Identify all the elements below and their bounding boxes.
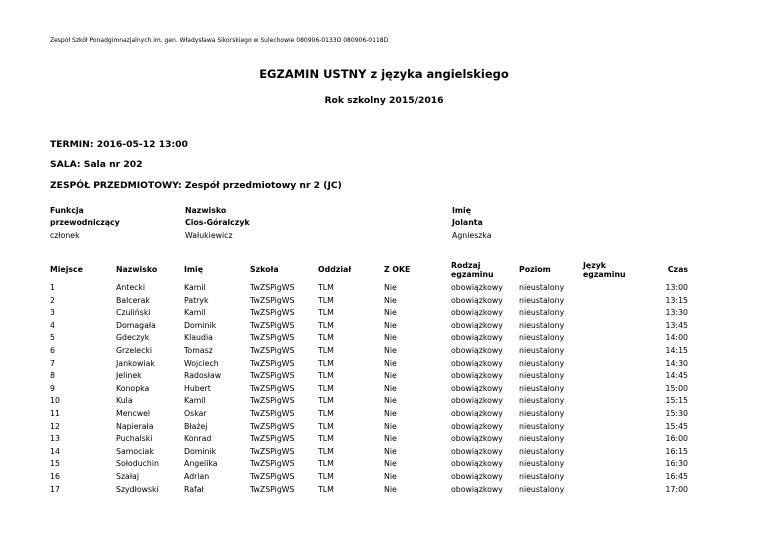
surname-cell: Domagała [116,320,156,330]
place-cell: 3 [50,308,55,318]
table-row [46,383,692,396]
class-cell: TLM [318,333,334,343]
surname-cell: Mencwel [116,408,151,418]
school-cell: TwZSPigWS [250,308,295,318]
place-cell: 12 [50,421,60,431]
school-year: Rok szkolny 2015/2016 [324,95,444,106]
class-cell: TLM [318,484,334,494]
name-cell: Wojciech [184,358,219,368]
subject-team: ZESPÓŁ PRZEDMIOTOWY: Zespół przedmiotowy nr 2 (JC) [50,180,342,191]
name-cell: Oskar [184,408,207,418]
language-cell [579,295,637,308]
place-cell: 11 [50,408,60,418]
column-header: Poziom [519,265,551,274]
name-cell: Kamil [184,396,206,406]
committee-header-surname: Nazwisko [185,206,227,215]
school-cell: TwZSPigWS [250,320,295,330]
oke-cell: Nie [384,383,397,393]
place-cell: 5 [50,333,55,343]
language-cell [579,446,637,459]
column-header: Szkoła [250,265,279,274]
oke-cell: Nie [384,320,397,330]
time-cell: 13:00 [665,283,688,292]
place-cell: 14 [50,446,60,456]
name-cell: Radosław [184,371,222,381]
language-cell [579,307,637,320]
class-cell: TLM [318,396,334,406]
exam-type-cell: obowiązkowy [451,358,503,368]
table-row [46,282,692,295]
committee-member-name: Jolanta [452,218,483,227]
name-cell: Tomasz [184,345,213,355]
column-header: Z OKE [384,265,411,274]
language-cell [579,433,637,446]
table-row [46,421,692,434]
school-cell: TwZSPigWS [250,408,295,418]
level-cell: nieustalony [519,333,565,343]
class-cell: TLM [318,434,334,444]
time-cell: 15:45 [665,421,688,431]
level-cell: nieustalony [519,484,565,494]
committee-member-function: przewodniczący [50,218,120,227]
table-row [46,295,692,308]
column-header: Nazwisko [116,265,158,274]
language-cell [579,408,637,421]
language-cell [579,320,637,333]
exam-type-cell: obowiązkowy [451,459,503,469]
level-cell: nieustalony [519,408,565,418]
table-row [46,332,692,345]
oke-cell: Nie [384,396,397,406]
surname-cell: Napierała [116,421,154,431]
oke-cell: Nie [384,434,397,444]
table-row [46,395,692,408]
column-header: Miejsce [50,265,83,274]
oke-cell: Nie [384,446,397,456]
exam-type-cell: obowiązkowy [451,471,503,481]
exam-type-cell: obowiązkowy [451,484,503,494]
level-cell: nieustalony [519,308,565,318]
school-cell: TwZSPigWS [250,434,295,444]
exam-type-cell: obowiązkowy [451,421,503,431]
level-cell: nieustalony [519,446,565,456]
level-cell: nieustalony [519,283,565,292]
class-cell: TLM [318,295,334,305]
class-cell: TLM [318,345,334,355]
exam-type-cell: obowiązkowy [451,345,503,355]
language-cell [579,395,637,408]
place-cell: 1 [50,283,55,292]
time-cell: 14:30 [665,358,688,368]
class-cell: TLM [318,471,334,481]
time-cell: 16:15 [665,446,688,456]
name-cell: Adrian [184,471,210,481]
table-row [46,345,692,358]
school-cell: TwZSPigWS [250,459,295,469]
time-cell: 14:00 [665,333,688,343]
time-cell: 13:15 [665,295,688,305]
class-cell: TLM [318,320,334,330]
level-cell: nieustalony [519,471,565,481]
level-cell: nieustalony [519,320,565,330]
table-row [46,358,692,371]
name-cell: Klaudia [184,333,213,343]
school-cell: TwZSPigWS [250,421,295,431]
class-cell: TLM [318,358,334,368]
place-cell: 13 [50,434,60,444]
language-cell [579,358,637,371]
table-row [46,433,692,446]
oke-cell: Nie [384,408,397,418]
school-cell: TwZSPigWS [250,283,295,292]
time-cell: 14:45 [665,371,688,381]
level-cell: nieustalony [519,383,565,393]
name-cell: Błażej [184,421,208,431]
table-row [46,471,692,484]
column-header: Język egzaminu [583,260,626,279]
surname-cell: Puchalski [116,434,153,444]
column-header: Imię [184,265,203,274]
surname-cell: Balcerak [116,295,150,305]
surname-cell: Jelinek [116,371,142,381]
oke-cell: Nie [384,358,397,368]
surname-cell: Grzelecki [116,345,153,355]
level-cell: nieustalony [519,459,565,469]
language-cell [579,471,637,484]
committee-header-function: Funkcja [50,206,84,215]
language-cell [579,458,637,471]
school-cell: TwZSPigWS [250,471,295,481]
name-cell: Rafał [184,484,204,494]
language-cell [579,282,637,295]
time-cell: 13:45 [665,320,688,330]
school-cell: TwZSPigWS [250,333,295,343]
exam-type-cell: obowiązkowy [451,295,503,305]
place-cell: 17 [50,484,60,494]
table-row [46,408,692,421]
level-cell: nieustalony [519,295,565,305]
class-cell: TLM [318,308,334,318]
table-header-row [46,257,692,282]
class-cell: TLM [318,421,334,431]
school-header: Zespół Szkół Ponadgimnazjalnych im. gen. Władysława Sikorskiego w Sulechowie 080906-0133O 080906-0118D [50,37,389,44]
committee-header-name: Imię [452,206,471,215]
committee-member-surname: Cios-Góralczyk [185,218,250,227]
oke-cell: Nie [384,283,397,292]
column-header: Czas [667,265,688,274]
name-cell: Dominik [184,446,217,456]
exam-type-cell: obowiązkowy [451,434,503,444]
name-cell: Konrad [184,434,212,444]
exam-type-cell: obowiązkowy [451,446,503,456]
surname-cell: Gdeczyk [116,333,150,343]
table-row [46,458,692,471]
name-cell: Kamil [184,283,206,292]
time-cell: 15:00 [665,383,688,393]
surname-cell: Szałaj [116,471,139,481]
school-cell: TwZSPigWS [250,358,295,368]
oke-cell: Nie [384,484,397,494]
table-row [46,446,692,459]
time-cell: 14:15 [665,345,688,355]
level-cell: nieustalony [519,371,565,381]
time-cell: 16:45 [665,471,688,481]
place-cell: 16 [50,471,60,481]
time-cell: 15:30 [665,408,688,418]
level-cell: nieustalony [519,434,565,444]
exam-type-cell: obowiązkowy [451,308,503,318]
surname-cell: Konopka [116,383,150,393]
surname-cell: Czuliński [116,308,151,318]
exam-schedule-table [46,257,692,496]
name-cell: Hubert [184,383,211,393]
table-row [46,307,692,320]
column-header: Rodzaj egzaminu [451,260,494,279]
level-cell: nieustalony [519,396,565,406]
school-cell: TwZSPigWS [250,295,295,305]
name-cell: Kamil [184,308,206,318]
place-cell: 2 [50,295,55,305]
place-cell: 9 [50,383,55,393]
surname-cell: Samociak [116,446,154,456]
column-header: Oddział [318,265,352,274]
document-title: EGZAMIN USTNY z języka angielskiego [259,67,509,81]
class-cell: TLM [318,383,334,393]
place-cell: 10 [50,396,60,406]
oke-cell: Nie [384,371,397,381]
name-cell: Angelika [184,459,218,469]
exam-type-cell: obowiązkowy [451,371,503,381]
surname-cell: Sołoduchin [116,459,159,469]
language-cell [579,370,637,383]
table-row [46,484,692,497]
level-cell: nieustalony [519,358,565,368]
class-cell: TLM [318,371,334,381]
language-cell [579,345,637,358]
exam-room: SALA: Sala nr 202 [50,159,143,170]
level-cell: nieustalony [519,345,565,355]
table-row [46,320,692,333]
level-cell: nieustalony [519,421,565,431]
exam-type-cell: obowiązkowy [451,396,503,406]
time-cell: 16:30 [665,459,688,469]
exam-type-cell: obowiązkowy [451,283,503,292]
exam-date: TERMIN: 2016-05-12 13:00 [50,139,188,150]
name-cell: Patryk [184,295,209,305]
surname-cell: Kula [116,396,133,406]
surname-cell: Jankowiak [116,358,155,368]
language-cell [579,484,637,497]
language-cell [579,383,637,396]
committee-member-name: Agnieszka [452,231,492,240]
time-cell: 16:00 [665,434,688,444]
table-row [46,370,692,383]
place-cell: 15 [50,459,60,469]
time-cell: 17:00 [665,484,688,494]
oke-cell: Nie [384,459,397,469]
committee-member-function: członek [50,231,80,240]
exam-type-cell: obowiązkowy [451,408,503,418]
school-cell: TwZSPigWS [250,396,295,406]
oke-cell: Nie [384,421,397,431]
oke-cell: Nie [384,308,397,318]
school-cell: TwZSPigWS [250,371,295,381]
school-cell: TwZSPigWS [250,446,295,456]
language-cell [579,421,637,434]
exam-type-cell: obowiązkowy [451,320,503,330]
committee-member-surname: Wałukiewicz [185,231,233,240]
school-cell: TwZSPigWS [250,484,295,494]
time-cell: 15:15 [665,396,688,406]
class-cell: TLM [318,446,334,456]
school-cell: TwZSPigWS [250,345,295,355]
place-cell: 8 [50,371,55,381]
oke-cell: Nie [384,295,397,305]
school-cell: TwZSPigWS [250,383,295,393]
exam-type-cell: obowiązkowy [451,383,503,393]
oke-cell: Nie [384,333,397,343]
language-cell [579,332,637,345]
surname-cell: Szydłowski [116,484,159,494]
name-cell: Dominik [184,320,217,330]
oke-cell: Nie [384,471,397,481]
exam-type-cell: obowiązkowy [451,333,503,343]
place-cell: 7 [50,358,55,368]
time-cell: 13:30 [665,308,688,318]
place-cell: 4 [50,320,55,330]
surname-cell: Antecki [116,283,146,292]
class-cell: TLM [318,283,334,292]
oke-cell: Nie [384,345,397,355]
class-cell: TLM [318,408,334,418]
place-cell: 6 [50,345,55,355]
class-cell: TLM [318,459,334,469]
